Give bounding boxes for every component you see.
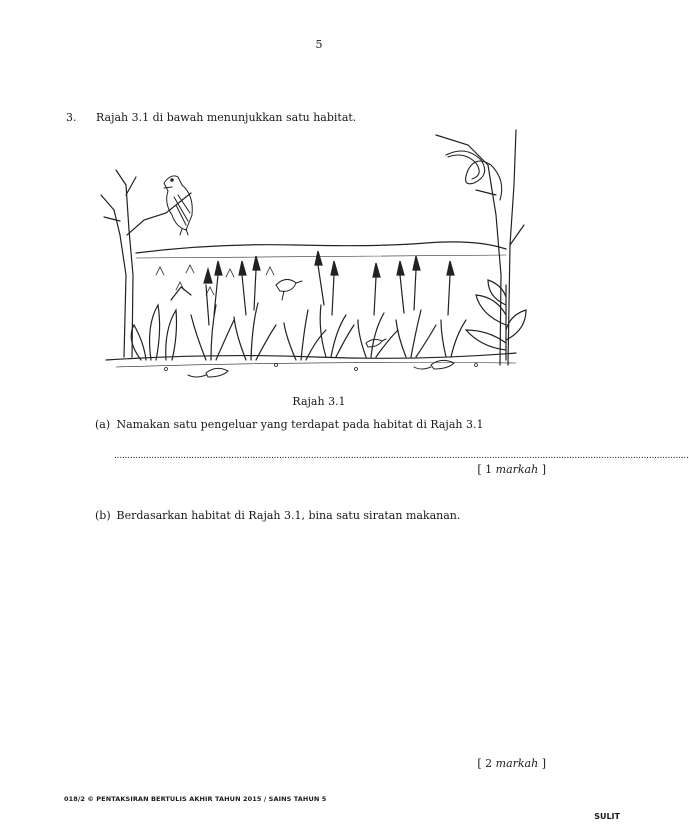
question-intro: Rajah 3.1 di bawah menunjukkan satu habitat. bbox=[96, 111, 357, 124]
habitat-illustration bbox=[96, 125, 526, 395]
left-leaves bbox=[131, 287, 191, 360]
part-a-answer-line: ........................................................................................................................................................................................................................ bbox=[114, 451, 689, 461]
right-tree bbox=[436, 130, 524, 365]
question-number: 3. bbox=[66, 111, 77, 124]
classification-label: SULIT bbox=[594, 812, 620, 821]
footer-text: 018/2 © PENTAKSIRAN BERTULIS AKHIR TAHUN 2015 / SAINS TAHUN 5 bbox=[64, 795, 327, 803]
part-b-text: Berdasarkan habitat di Rajah 3.1, bina satu siratan makanan. bbox=[116, 509, 461, 522]
page-number: 5 bbox=[315, 38, 323, 51]
figure-caption: Rajah 3.1 bbox=[292, 395, 346, 408]
part-a-marks: [ 1 markah ] bbox=[477, 463, 546, 476]
dead-tree bbox=[101, 170, 191, 357]
reeds bbox=[191, 251, 466, 360]
eagle bbox=[164, 176, 192, 235]
small-bird-ground bbox=[366, 339, 386, 347]
water-horizon bbox=[136, 242, 506, 253]
part-b-marks: [ 2 markah ] bbox=[477, 757, 546, 770]
ground-line bbox=[106, 353, 516, 360]
snake bbox=[446, 151, 502, 200]
part-a-text: Namakan satu pengeluar yang terdapat pada habitat di Rajah 3.1 bbox=[116, 418, 484, 431]
part-a-question bbox=[95, 418, 483, 431]
part-b-label: (b) bbox=[95, 509, 111, 522]
mouse-right bbox=[414, 360, 454, 369]
part-a-label: (a) bbox=[95, 418, 111, 431]
mouse-left bbox=[188, 368, 228, 377]
leafy-plant bbox=[466, 280, 526, 360]
part-b-question bbox=[95, 509, 460, 522]
small-bird bbox=[276, 279, 302, 300]
